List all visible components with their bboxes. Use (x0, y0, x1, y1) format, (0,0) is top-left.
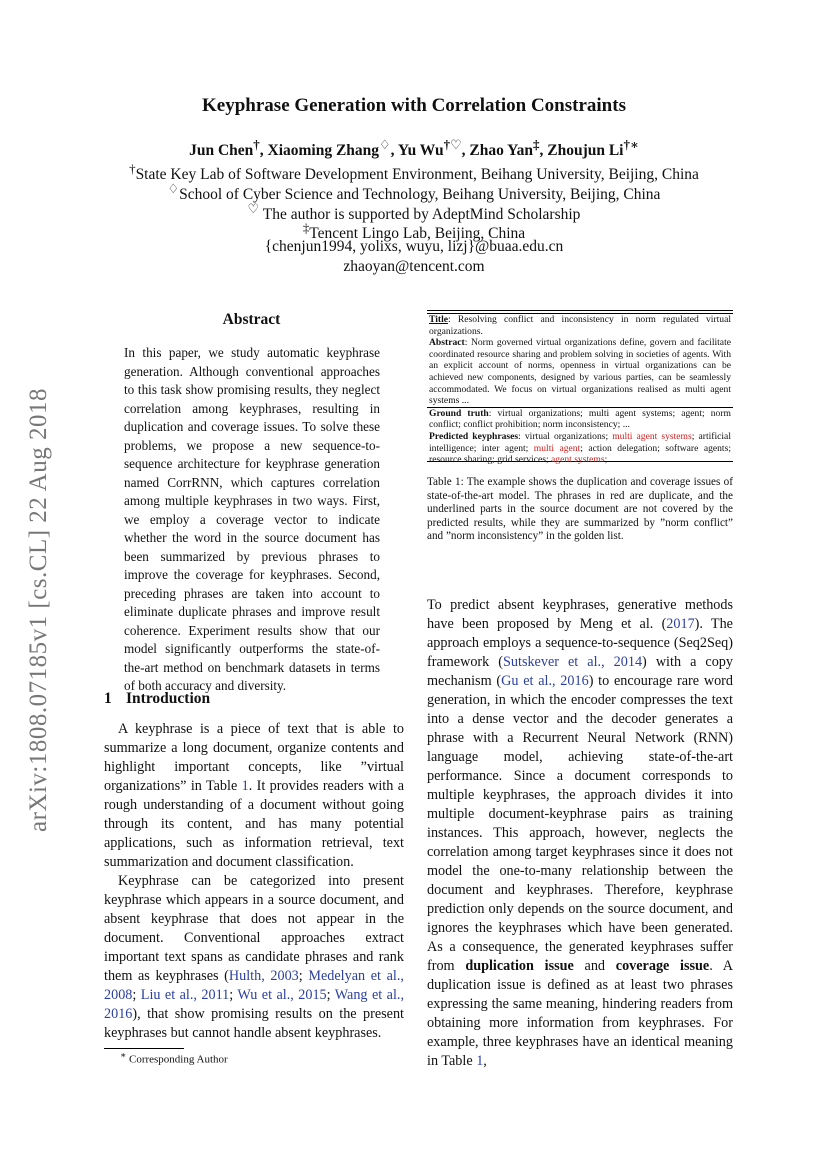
table-caption: Table 1: The example shows the duplication and coverage issues of state-of-the-art model. The phrases in red are duplicate, and the underlined parts in the source document are not covered by the predicted results, while they are summarized by ”norm conflict” and ”norm inconsistency” in the golden list. (427, 476, 733, 542)
author-mark: † (253, 137, 260, 152)
table-label: Title (429, 314, 449, 325)
author-name: Zhao Yan (469, 142, 534, 160)
footnote-mark: ∗ (120, 1050, 127, 1060)
table-text: : virtual organizations; (518, 430, 613, 442)
table-ref-link[interactable]: 1 (241, 778, 249, 794)
paragraph (427, 596, 733, 1071)
footnote-text: Corresponding Author (126, 1053, 228, 1066)
author-name: Yu Wu (397, 142, 444, 160)
text-run: , (483, 1053, 487, 1069)
author-list: Jun Chen†, Xiaoming Zhang♢, Yu Wu†♡, Zhao Yan‡, Zhoujun Li†∗ (189, 137, 639, 160)
table-1 (427, 310, 733, 466)
section-title: Introduction (126, 690, 211, 707)
text-run: ; (132, 987, 141, 1003)
citation-link[interactable]: Medelyan et al., 2008 (104, 968, 404, 1003)
paper-title: Keyphrase Generation with Correlation Constraints (202, 95, 626, 116)
duplicate-phrase: agent systems (551, 454, 605, 466)
text-run: Keyphrase can be categorized into present keyphrase which appears in a source document, and absent keyphrase that does not appear in the document. Conventional approaches extract important text spans as candidate phrases and rank them as keyphrases ( (104, 873, 404, 984)
table-row-predicted (427, 431, 733, 466)
table-row-title (427, 313, 733, 337)
citation-link[interactable]: Sutskever et al., 2014 (503, 654, 643, 670)
author-name: Zhoujun Li (547, 142, 624, 160)
bold-term: duplication issue (465, 958, 574, 974)
email-line: zhaoyan@tencent.com (343, 258, 485, 275)
citation-link[interactable]: Wu et al., 2015 (237, 987, 327, 1003)
table-label: Ground truth (429, 407, 489, 419)
affiliation-mark: † (129, 161, 136, 176)
affiliation-mark: ♢ (167, 181, 180, 196)
author-name: Jun Chen (189, 142, 254, 160)
table-text: : virtual organizations; multi agent systems; agent; norm conflict; conflict prohibition; norm inconsistency; ... (429, 407, 731, 431)
table-row-abstract (427, 337, 733, 407)
citation-link[interactable]: Wang et al., 2016 (104, 987, 404, 1022)
author-mark: ‡ (533, 137, 540, 152)
footnote (120, 1050, 228, 1066)
section-number: 1 (104, 690, 112, 707)
affiliation-text: State Key Lab of Software Development Environment, Beihang University, Beijing, China (135, 166, 699, 184)
email-line: {chenjun1994, yolixs, wuyu, lizj}@buaa.edu.cn (264, 238, 564, 255)
citation-link[interactable]: Hulth, 2003 (228, 968, 299, 984)
section-heading (104, 690, 210, 708)
right-column (427, 596, 733, 1071)
arxiv-stamp: arXiv:1808.07185v1 [cs.CL] 22 Aug 2018 (25, 388, 52, 832)
bold-term: coverage issue (615, 958, 710, 974)
author-mark: ♢ (379, 137, 391, 152)
affiliation-mark: ‡ (302, 220, 310, 235)
duplicate-phrase: multi agent (533, 442, 581, 454)
abstract-heading: Abstract (222, 311, 281, 328)
citation-link[interactable]: Liu et al., 2011 (140, 987, 230, 1003)
author-mark: †∗ (623, 137, 639, 152)
paragraph (104, 720, 404, 872)
table-row-truth (427, 407, 733, 431)
text-run: ), that show promising results on the present keyphrases but cannot handle absent keyphrases. (104, 1006, 404, 1041)
arxiv-sidebar (19, 360, 59, 860)
text-run: . A duplication issue is defined as at least two phrases expressing the same meaning, hindering readers from obtaining more information from keyphrases. For example, three keyphrases have an identical meaning in Table (427, 958, 733, 1069)
text-run: . It provides readers with a rough understanding of a document without going through its content, and has many potential applications, such as information retrieval, text summarization and document classification. (104, 778, 404, 870)
author-mark: †♡ (443, 137, 462, 152)
affiliation-mark: ♡ (247, 201, 260, 216)
intro-column (104, 720, 404, 1043)
abstract-body: In this paper, we study automatic keyphrase generation. Although conventional approaches to this task show promising results, they neglect correlation among keyphrases, resulting in duplication and coverage issues. To solve these problems, we propose a new sequence-to-sequence architecture for keyphrase generation named CorrRNN, which captures correlation among multiple keyphrases in two ways. First, we employ a coverage vector to indicate whether the word in the source document has been summarized by previous phrases to improve the coverage for keyphrases. Second, preceding phrases are taken into account to eliminate duplicate phrases and improve result coherence. Experiment results show that our model significantly outperforms the state-of-the-art method on benchmark datasets in terms of both accuracy and diversity. (124, 345, 380, 693)
text-run: ) with a copy mechanism ( (427, 654, 733, 689)
table-label: Abstract (429, 337, 465, 349)
text-run: ; (298, 968, 309, 984)
footnote-rule (104, 1048, 184, 1049)
table-text: ; artificial intelligence; inter agent; (429, 430, 731, 454)
text-run: ; (229, 987, 238, 1003)
duplicate-phrase: multi agent systems (612, 430, 692, 442)
table-text: : Resolving conflict and inconsistency in norm regulated virtual organizations. (429, 314, 731, 337)
text-run: To predict absent keyphrases, generative methods have been proposed by Meng et al. ( (427, 597, 733, 632)
affiliation-text: The author is supported by AdeptMind Scholarship (259, 206, 581, 224)
table-text: ; action delegation; software agents; resource sharing; grid services; (429, 442, 731, 466)
affiliation-text: Tencent Lingo Lab, Beijing, China (309, 225, 526, 243)
table-label: Predicted keyphrases (429, 430, 519, 442)
text-run: and (573, 958, 616, 974)
table-text: ; (604, 454, 608, 466)
paragraph (104, 872, 404, 1043)
text-run: A keyphrase is a piece of text that is able to summarize a long document, organize contents and highlight important concepts, like ”virtual organizations” in Table (104, 721, 404, 794)
text-run: ). The approach employs a sequence-to-sequence (Seq2Seq) framework ( (427, 616, 733, 670)
text-run: ; (326, 987, 335, 1003)
text-run: ) to encourage rare word generation, in which the encoder compresses the text into a dense vector and the decoder generates a phrase with a Recurrent Neural Network (RNN) language model, achieving state-of-the-art performance. Since a document corresponds to multiple keyphrases, the approach divides it into multiple document-keyphrase pairs as training instances. This approach, however, neglects the correlation among target keyphrases since it does not model the one-to-many relationship between the document and keyphrases. Therefore, keyphrase prediction only depends on the source document, and ignores the keyphrases which have been generated. As a consequence, the generated keyphrases suffer from (427, 673, 733, 974)
citation-link[interactable]: 2017 (666, 616, 695, 632)
table-text: : Norm governed virtual organizations define, govern and facilitate coordinated resource sharing and problem solving in societies of agents. With an explicit account of norms, openness in virtual organizations can be achieved new components, designed by various parties, can be seamlessly accommodated. We focus on virtual organizations realised as multi agent systems ... (429, 337, 731, 407)
table-ref-link[interactable]: 1 (476, 1053, 484, 1069)
affiliation-text: School of Cyber Science and Technology, Beihang University, Beijing, China (179, 186, 661, 204)
citation-link[interactable]: Gu et al., 2016 (501, 673, 589, 689)
author-name: Xiaoming Zhang (267, 142, 380, 160)
